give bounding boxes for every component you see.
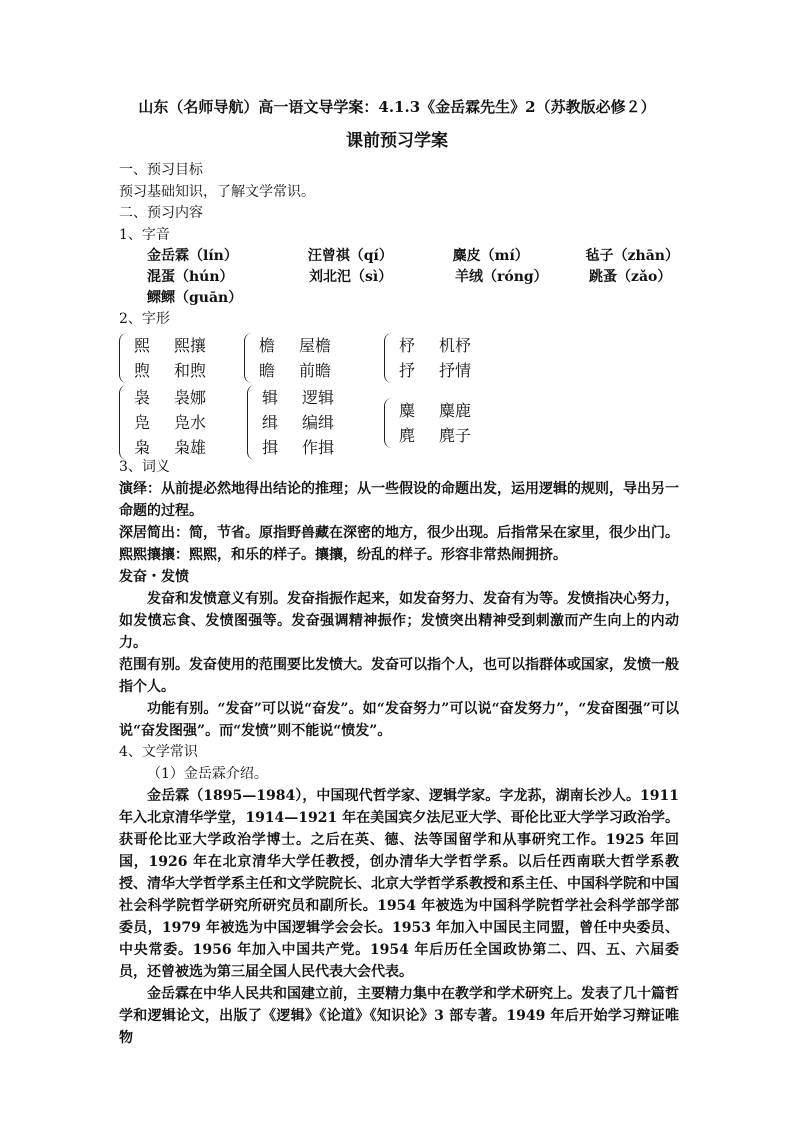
pronunciation-item: 刘北汜（sì） bbox=[309, 269, 393, 285]
pronunciation-item: 跳蚤（zǎo） bbox=[589, 269, 672, 285]
character: 缉 bbox=[262, 412, 279, 432]
subsection-subheading: （1）金岳霖介绍。 bbox=[147, 765, 268, 782]
definition-paragraph: 功能有别。“发奋”可以说“奋发”。如“发奋努力”可以说“奋发努力”，“发奋图强”可以说“奋发图强”。而“发愤”则不能说“愤发”。 bbox=[119, 701, 679, 739]
definition-paragraph: 演绎：从前提必然地得出结论的推理；从一些假设的命题出发，运用逻辑的规则，导出另一命题的过程。 bbox=[119, 481, 679, 519]
character-word: 逻辑 bbox=[302, 387, 335, 407]
character-pair bbox=[399, 423, 471, 448]
pronunciation-item: 混蛋（hún） bbox=[147, 269, 234, 285]
character-pair bbox=[399, 358, 471, 383]
character-group bbox=[244, 333, 331, 383]
pronunciation-row bbox=[119, 267, 679, 288]
character: 麂 bbox=[399, 425, 416, 445]
pronunciation-list bbox=[119, 246, 679, 309]
character-word: 前瞻 bbox=[299, 360, 332, 380]
brace-bracket bbox=[247, 385, 258, 460]
section-heading: 二、预习内容 bbox=[119, 205, 203, 221]
character-word: 抒情 bbox=[439, 360, 472, 380]
character-word: 编缉 bbox=[302, 412, 335, 432]
character-word: 麂子 bbox=[439, 425, 472, 445]
character: 麋 bbox=[399, 400, 416, 420]
character: 辑 bbox=[262, 387, 279, 407]
subsection-heading: 1、字音 bbox=[119, 226, 170, 243]
character-word: 屋檐 bbox=[299, 335, 332, 355]
pronunciation-item: 鳏鳏（guān） bbox=[147, 290, 243, 306]
pronunciation-item: 汪曾祺（qí） bbox=[307, 248, 393, 264]
subsection-heading: 3、词义 bbox=[119, 458, 170, 475]
character: 凫 bbox=[134, 412, 151, 432]
word-pair-heading: 发奋・发愤 bbox=[119, 569, 189, 585]
document-body bbox=[119, 160, 679, 1049]
page-subtitle: 课前预习学案 bbox=[346, 131, 448, 151]
character-group bbox=[119, 333, 206, 383]
character: 抒 bbox=[399, 360, 416, 380]
character-pair bbox=[262, 435, 334, 460]
character: 袅 bbox=[134, 387, 151, 407]
subsection-heading: 4、文学常识 bbox=[119, 744, 198, 760]
character: 揖 bbox=[262, 437, 279, 457]
definition-paragraph: 发奋和发愤意义有别。发奋指振作起来，如发奋努力、发奋有为等。发愤指决心努力，如发愤忘食、发愤图强等。发奋强调精神振作；发愤突出精神受到刺激而产生向上的内动力。 bbox=[119, 591, 679, 651]
character-group bbox=[119, 385, 206, 460]
brace-bracket bbox=[119, 385, 130, 460]
character-shape-table bbox=[119, 333, 679, 457]
character-word: 熙攘 bbox=[174, 335, 207, 355]
character-word: 袅娜 bbox=[174, 387, 207, 407]
character-pair bbox=[262, 410, 334, 435]
pronunciation-item: 毡子（zhān） bbox=[585, 248, 679, 264]
character: 杼 bbox=[399, 335, 416, 355]
character-pair bbox=[399, 398, 471, 423]
pronunciation-item: 金岳霖（lín） bbox=[147, 248, 238, 264]
pronunciation-item: 羊绒（róng） bbox=[455, 269, 548, 285]
paragraph: 预习基础知识，了解文学常识。 bbox=[119, 183, 315, 200]
character-word: 机杼 bbox=[439, 335, 472, 355]
subsection-heading: 2、字形 bbox=[119, 311, 170, 327]
character-pair bbox=[259, 333, 331, 358]
biography-paragraph: 金岳霖在中华人民共和国建立前，主要精力集中在教学和学术研究上。发表了几十篇哲学和逻辑论文，出版了《逻辑》《论道》《知识论》3 部专著。1949 年后开始学习辩证唯物 bbox=[119, 986, 679, 1046]
character-pair bbox=[134, 410, 206, 435]
definition-paragraph: 深居简出：简，节省。原指野兽藏在深密的地方，很少出现。后指常呆在家里，很少出门。 bbox=[119, 525, 679, 541]
character-pair bbox=[134, 358, 206, 383]
definition-paragraph: 范围有别。发奋使用的范围要比发愤大。发奋可以指个人，也可以指群体或国家，发愤一般指个人。 bbox=[119, 657, 679, 695]
character-pair bbox=[399, 333, 471, 358]
brace-bracket bbox=[384, 333, 395, 383]
character-word: 作揖 bbox=[302, 437, 335, 457]
brace-bracket bbox=[384, 398, 395, 448]
section-heading: 一、预习目标 bbox=[119, 162, 203, 178]
biography-paragraph: 金岳霖（1895—1984），中国现代哲学家、逻辑学家。字龙荪，湖南长沙人。1911 年入北京清华学堂，1914—1921 年在美国宾夕法尼亚大学、哥伦比亚大学学习政治学。获哥伦比亚大学政治学博士。之后在英、德、法等国留学和从事研究工作。1925 年回国，1926 年在北京清华大学任教授，创办清华大学哲学系。以后任西南联大哲学系教授、清华大学哲学系主任和文学院院长、北京大学哲学系教授和系主任、中国科学院和中国社会科学院哲学研究所研究员和副所长。1954 年被选为中国科学院哲学社会科学部学部委员，1979 年被选为中国逻辑学会会长。1953 年加入中国民主同盟，曾任中央委员、中央常委。1956 年加入中国共产党。1954 年后历任全国政协第二、四、五、六届委员，还曾被选为第三届全国人民代表大会代表。 bbox=[119, 788, 679, 980]
brace-bracket bbox=[244, 333, 255, 383]
character-pair bbox=[134, 435, 206, 460]
character-group bbox=[384, 398, 471, 448]
character: 枭 bbox=[134, 437, 151, 457]
pronunciation-row bbox=[119, 288, 679, 309]
pronunciation-item: 麋皮（mí） bbox=[452, 248, 529, 264]
character-pair bbox=[134, 333, 206, 358]
character-word: 凫水 bbox=[174, 412, 207, 432]
pronunciation-row bbox=[119, 246, 679, 267]
character: 熙 bbox=[134, 335, 151, 355]
character-word: 麋鹿 bbox=[439, 400, 472, 420]
character-word: 枭雄 bbox=[174, 437, 207, 457]
brace-bracket bbox=[119, 333, 130, 383]
character-pair bbox=[262, 385, 334, 410]
character-group bbox=[384, 333, 471, 383]
character-group bbox=[247, 385, 334, 460]
character: 煦 bbox=[134, 360, 151, 380]
character-pair bbox=[134, 385, 206, 410]
definition-paragraph: 熙熙攘攘：熙熙，和乐的样子。攘攘，纷乱的样子。形容非常热闹拥挤。 bbox=[119, 547, 567, 563]
page-title: 山东（名师导航）高一语文导学案：4.1.3《金岳霖先生》2（苏教版必修２） bbox=[138, 98, 656, 116]
character-pair bbox=[259, 358, 331, 383]
character-word: 和煦 bbox=[174, 360, 207, 380]
character: 瞻 bbox=[259, 360, 276, 380]
character: 檐 bbox=[259, 335, 276, 355]
